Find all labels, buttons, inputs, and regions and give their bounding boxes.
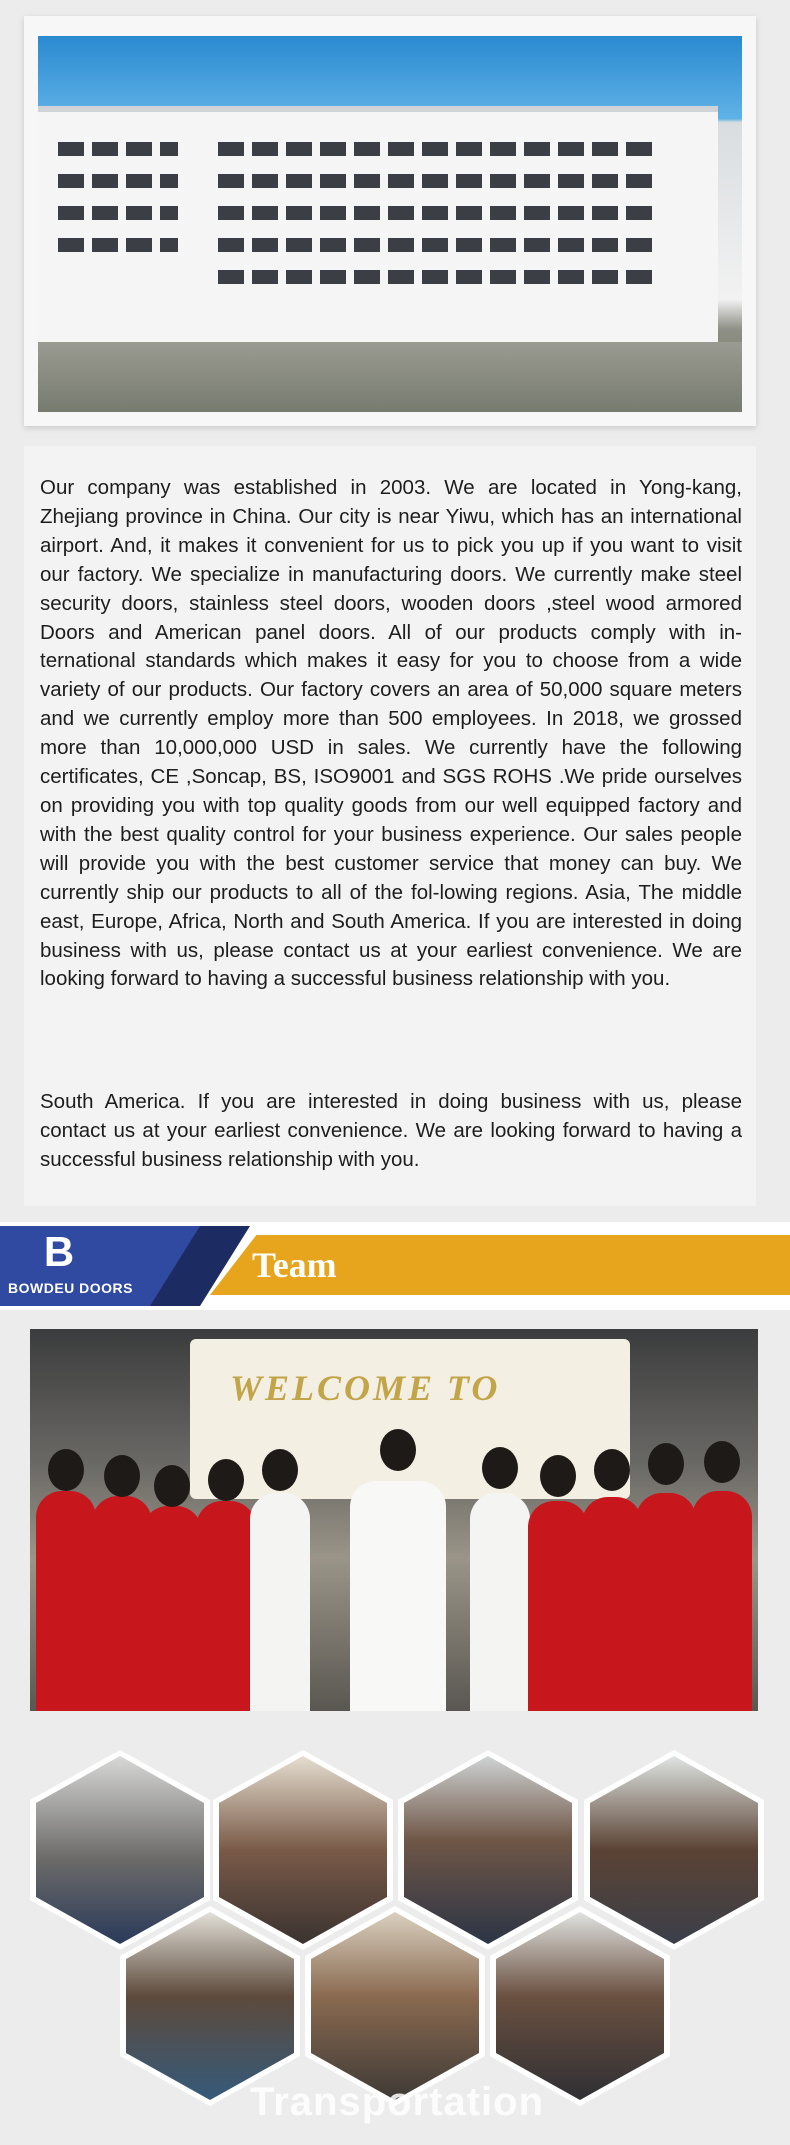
exhibition-photo [213,1750,393,1950]
window-row [58,142,178,156]
team-member-head [104,1455,140,1497]
team-member [196,1501,256,1711]
factory-building-photo [38,36,742,412]
team-member-head [704,1441,740,1483]
window-row [58,206,178,220]
exhibition-photo [490,1906,670,2106]
welcome-sign: WELCOME TO [230,1368,501,1408]
window-row [218,174,658,188]
team-member [582,1497,642,1711]
team-member-head [594,1449,630,1491]
exhibition-photo-image [496,1912,664,2100]
exhibition-photo [584,1750,764,1950]
window-row [218,206,658,220]
team-member-head [648,1443,684,1485]
section-title: Team [252,1245,337,1285]
exhibition-photo [398,1750,578,1950]
exhibition-photo-image [126,1912,294,2100]
team-member-head [380,1429,416,1471]
company-description-repeat: South America. If you are interested in doing business with us, please contact us at your earliest convenience. We are looking forward to having a successful business relationship with you. [40,1090,742,1171]
window-row [58,174,178,188]
team-member-head [208,1459,244,1501]
team-member [636,1493,696,1711]
company-description: Our company was established in 2003. We are located in Yong-kang, Zhejiang province in China. Our city is near Yiwu, which has an international airport. And, it makes it convenient for us to pick you up if you want to visit our factory. We specialize in manufacturing doors. We currently make steel security doors, stainless steel doors, wooden doors ,steel wood armored Doors and American panel doors. All of our products comply with in-ternational standards which makes it easy for you to choose from a wide variety of our products. Our factory covers an area of 50,000 square meters and we currently employ more than 500 employees. In 2018, we grossed more than 10,000,000 USD in sales. We currently have the following certificates, CE ,Soncap, BS, ISO9001 and SGS ROHS .We pride ourselves on providing you with top quality goods from our well equipped factory and with the best quality control for your business experience. Our sales people will provide you with the best customer service that money can buy. We currently ship our products to all of the fol-lowing regions. Asia, The middle east, Europe, Africa, North and South America. If you are interested in doing business with us, please contact us at your earliest convenience. We are looking forward to having a successful business relationship with you. [40,476,742,991]
exhibition-photo-image [219,1756,387,1944]
exhibition-photo-image [311,1912,479,2100]
transportation-heading: Transportation [250,2080,545,2124]
factory-building [38,106,718,352]
window-row [58,238,178,252]
window-row [218,238,658,252]
team-member-head [262,1449,298,1491]
team-section-banner [0,1222,790,1310]
window-row [218,270,658,284]
team-member [528,1501,588,1711]
company-description-panel [24,446,756,1206]
team-member [350,1481,446,1711]
brand-logo-icon: B [43,1228,75,1275]
factory-photo-frame [24,16,756,426]
exhibition-photo [305,1906,485,2106]
exhibition-photo-collage [0,1740,790,2145]
team-member-head [154,1465,190,1507]
team-member-head [482,1447,518,1489]
exhibition-photo-image [404,1756,572,1944]
team-member [142,1506,202,1711]
parking-lot [38,342,742,412]
team-group-photo [30,1329,758,1711]
team-member [692,1491,752,1711]
brand-name: BOWDEU DOORS [8,1280,133,1296]
team-member [250,1493,310,1711]
exhibition-photo-image [36,1756,204,1944]
window-row [218,142,658,156]
exhibition-photo [120,1906,300,2106]
team-member [470,1493,530,1711]
team-member [36,1491,96,1711]
exhibition-photo [30,1750,210,1950]
team-member-head [48,1449,84,1491]
exhibition-photo-image [590,1756,758,1944]
team-member-head [540,1455,576,1497]
